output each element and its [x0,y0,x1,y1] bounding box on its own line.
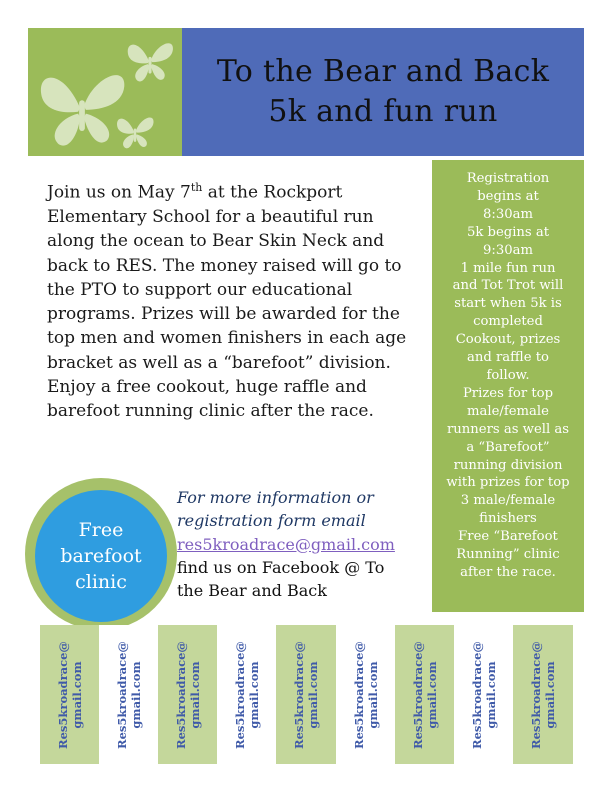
contact-info [177,486,427,602]
tab-email-domain: gmail.com [70,660,84,729]
info-line-1: For more information or [177,488,374,507]
header-butterfly-panel [28,28,182,156]
tear-off-tab[interactable] [217,625,277,764]
tab-email-text [411,641,439,749]
tab-email-domain: gmail.com [188,660,202,729]
event-details-sidebar [432,160,584,612]
free-clinic-badge [35,490,167,622]
tear-off-tab[interactable] [40,625,100,764]
intro-paragraph [47,176,407,424]
tab-email-user: Res5kroadrace@ [115,640,129,749]
tab-email-text [292,641,320,749]
tab-email-text [352,641,380,749]
tab-email-text [56,641,84,749]
sidebar-line: Running” clinic [456,547,560,563]
tab-email-domain: gmail.com [366,660,380,729]
tab-email-user: Res5kroadrace@ [470,640,484,749]
tear-off-tab[interactable] [395,625,455,764]
sidebar-line: 1 mile fun run [460,260,556,276]
tab-email-user: Res5kroadrace@ [174,640,188,749]
email-link[interactable]: res5kroadrace@gmail.com [177,534,395,554]
sidebar-line: completed [473,314,543,330]
sidebar-line: start when 5k is [454,296,562,312]
tab-email-text [233,641,261,749]
intro-text-rest: at the Rockport Elementary School for a beautiful run along the ocean to Bear Skin Neck and back to RES. The money raised will go to the PTO to support our educational programs. Prizes will be awarded for the top men and women finishers in each age bracket as well as a “barefoot” division. Enjoy a free cookout, huge raffle and barefoot running clinic after the race. [47,182,407,422]
sidebar-line: follow. [486,367,530,383]
sidebar-line: runners as well as [446,421,570,437]
tab-email-text [470,641,498,749]
tab-email-user: Res5kroadrace@ [233,640,247,749]
badge-line-2: barefoot [60,545,142,567]
facebook-line-1: find us on Facebook @ To [177,557,385,577]
tab-email-domain: gmail.com [425,660,439,729]
title-line-2: 5k and fun run [268,94,498,129]
tab-email-user: Res5kroadrace@ [352,640,366,749]
tab-email-domain: gmail.com [247,660,261,729]
sidebar-line: Free “Barefoot [458,529,558,545]
sidebar-line: 3 male/female [460,493,556,509]
badge-line-3: clinic [75,571,127,593]
tab-email-domain: gmail.com [543,660,557,729]
butterfly-small-icon [114,110,156,152]
sidebar-line: Registration [466,171,550,186]
tab-email-domain: gmail.com [484,660,498,729]
sidebar-line: Cookout, prizes [455,332,561,348]
facebook-line-2: the Bear and Back [177,581,327,601]
tear-off-tab[interactable] [158,625,218,764]
sidebar-line: 9:30am [483,242,533,258]
tab-email-text [115,641,143,749]
info-line-2: registration form email [177,511,366,531]
tab-email-user: Res5kroadrace@ [411,640,425,749]
sidebar-line: 8:30am [483,206,533,222]
tab-email-user: Res5kroadrace@ [292,640,306,749]
badge-line-1: Free [78,519,124,541]
tab-email-text [174,641,202,749]
title-banner [182,28,584,156]
sidebar-line: a “Barefoot” [466,439,550,455]
sidebar-line: with prizes for top [446,475,570,491]
sidebar-line: after the race. [460,564,556,580]
sidebar-line: 5k begins at [466,224,550,240]
sidebar-line: running division [453,457,563,473]
sidebar-line: and Tot Trot will [452,278,564,294]
tab-email-domain: gmail.com [306,660,320,729]
intro-text-start: Join us on May 7 [47,182,191,203]
sidebar-line: begins at [477,188,539,204]
tab-email-user: Res5kroadrace@ [529,640,543,749]
butterfly-top-icon [124,34,176,86]
tab-email-text [529,641,557,749]
tear-off-tab[interactable] [276,625,336,764]
tab-email-user: Res5kroadrace@ [56,640,70,749]
intro-date-suffix: th [190,181,203,194]
tab-email-domain: gmail.com [129,660,143,729]
title-line-1: To the Bear and Back [216,54,550,89]
sidebar-line: Prizes for top [462,385,554,401]
tear-off-tab[interactable] [99,625,159,764]
sidebar-line: and raffle to [467,350,549,366]
sidebar-line: male/female [467,403,549,419]
tear-off-tab[interactable] [454,625,514,764]
tear-off-tab[interactable] [336,625,396,764]
sidebar-line: finishers [479,511,537,527]
tear-off-tab[interactable] [513,625,573,764]
tear-off-tabs [40,625,573,764]
